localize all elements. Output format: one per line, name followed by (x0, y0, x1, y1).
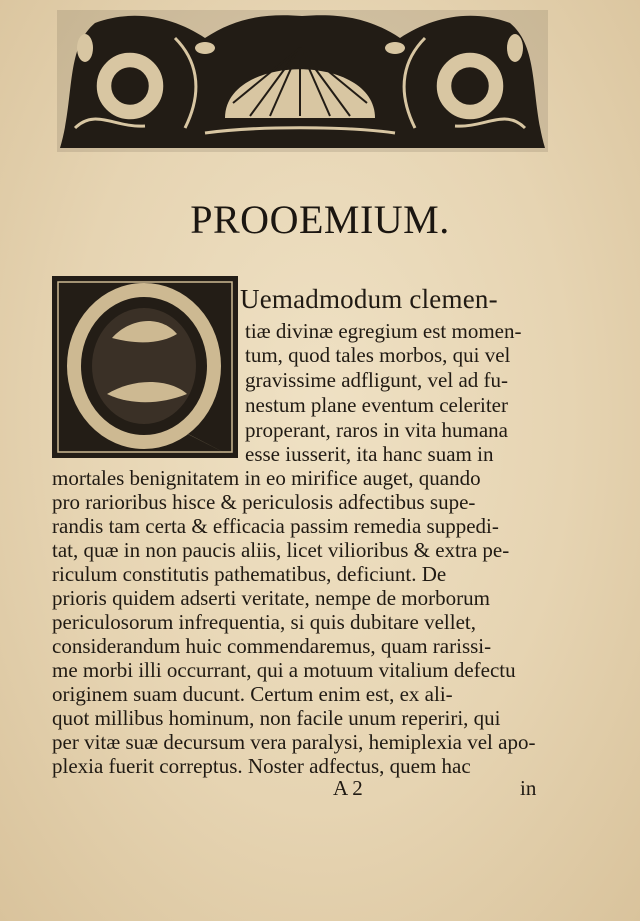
text-line: nestum plane eventum celeriter (245, 393, 508, 417)
text-line: quot millibus hominum, non facile unum reperiri, qui (52, 706, 501, 730)
text-line: randis tam certa & efficacia passim remedia suppedi- (52, 514, 499, 538)
text-line: pro rarioribus hisce & periculosis adfectibus supe- (52, 490, 476, 514)
page-title: PROOEMIUM. (190, 197, 450, 242)
text-line: tum, quod tales morbos, qui vel (245, 343, 511, 367)
text-line: riculum constitutis pathematibus, deficiunt. De (52, 562, 447, 586)
text-line: considerandum huic commendaremus, quam rarissi- (52, 634, 492, 658)
text-line: esse iusserit, ita hanc suam in (245, 442, 494, 466)
text-line: tat, quæ in non paucis aliis, licet vilioribus & extra pe- (52, 538, 510, 562)
text-line: properant, raros in vita humana (245, 418, 508, 442)
text-line: periculosorum infrequentia, si quis dubitare vellet, (52, 610, 476, 634)
text-line: mortales benignitatem in eo mirifice auget, quando (52, 466, 481, 490)
text-line: prioris quidem adserti veritate, nempe de morborum (52, 586, 490, 610)
text-line: gravissime adfligunt, vel ad fu- (245, 368, 509, 392)
text-line: originem suam ducunt. Certum enim est, ex ali- (52, 682, 453, 706)
text-line: tiæ divinæ egregium est momen- (245, 319, 522, 343)
text-line: plexia fuerit correptus. Noster adfectus, quem hac (52, 754, 471, 778)
text-line: me morbi illi occurrant, qui a motuum vitalium defectu (52, 658, 516, 682)
text-line: Uemadmodum clemen- (240, 284, 498, 314)
catchword: in (520, 776, 537, 800)
signature-mark: A 2 (333, 776, 363, 800)
text-line: per vitæ suæ decursum vera paralysi, hemiplexia vel apo- (52, 730, 536, 754)
